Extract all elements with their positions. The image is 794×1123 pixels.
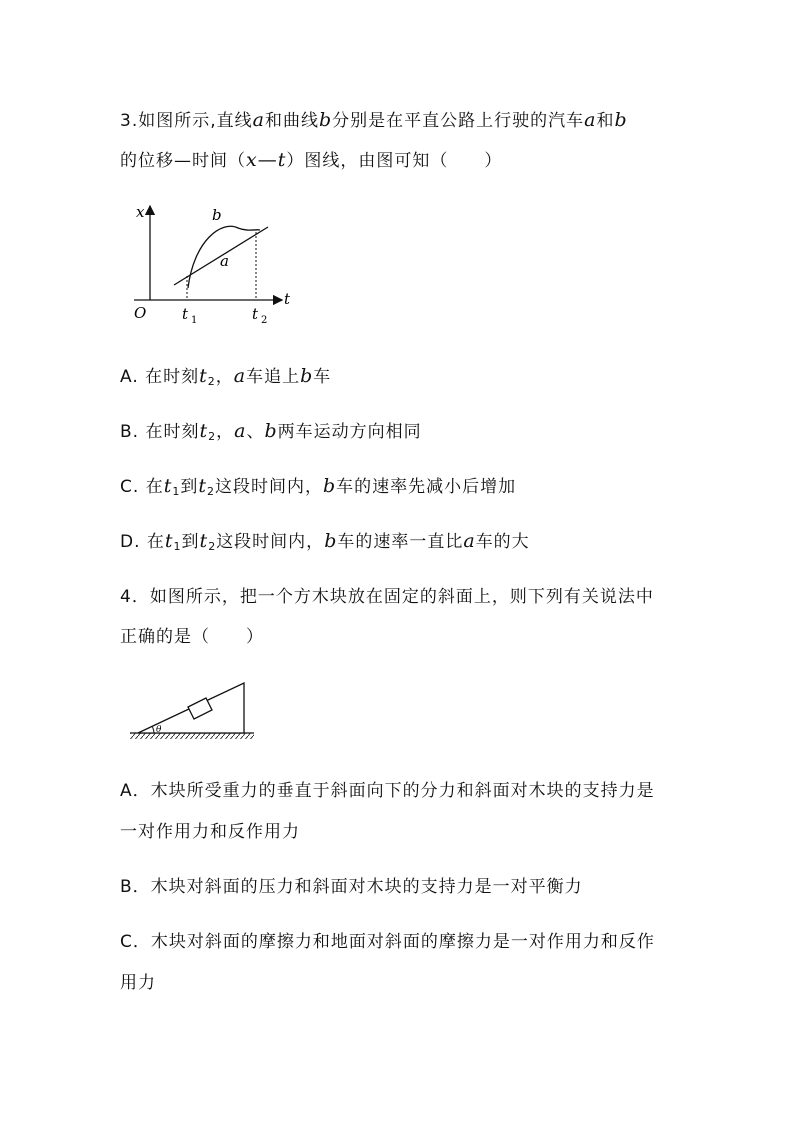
q3-option-d: D. 在$t_1$到$t_2$这段时间内，b车的速率一直比a车的大	[120, 530, 530, 553]
q4-incline-figure	[128, 670, 258, 745]
q4-option-b: B．木块对斜面的压力和斜面对木块的支持力是一对平衡力	[120, 877, 583, 897]
q3-stem-line1: 3.如图所示,直线a和曲线b分别是在平直公路上行驶的汽车a和b	[120, 109, 628, 131]
t1-label: t $_1$	[182, 305, 198, 326]
q4-option-a-line1: A．木块所受重力的垂直于斜面向下的分力和斜面对木块的支持力是	[120, 781, 655, 801]
q4-option-a-line2: 一对作用力和反作用力	[120, 822, 300, 842]
q3-stem-line2: 的位移—时间（x—t）图线，由图可知（ ）	[120, 149, 503, 171]
q3-xt-graph	[128, 200, 298, 330]
q4-option-c-line1: C．木块对斜面的摩擦力和地面对斜面的摩擦力是一对作用力和反作	[120, 932, 655, 952]
q4-stem-line1: 4．如图所示，把一个方木块放在固定的斜面上，则下列有关说法中	[120, 587, 654, 607]
q4-option-c-line2: 用力	[120, 973, 156, 993]
q3-option-c: C. 在$t_1$到$t_2$这段时间内，b车的速率先减小后增加	[120, 475, 517, 498]
q3-number: 3.	[120, 111, 139, 131]
q3-option-b: B. 在时刻$t_2$，a、b两车运动方向相同	[120, 420, 422, 443]
curve-b-label: b	[212, 206, 222, 224]
x-axis-label: x	[136, 203, 145, 221]
q4-stem-line2: 正确的是（ ）	[120, 627, 264, 647]
ground-hatching	[130, 733, 254, 739]
xt-label: x—t	[246, 149, 287, 171]
q3-option-a: A. 在时刻$t_2$，a车追上b车	[120, 365, 332, 388]
t2-label: t $_2$	[252, 305, 268, 326]
angle-label: θ	[156, 725, 162, 735]
origin-label: O	[134, 304, 147, 322]
line-a-label: a	[220, 252, 229, 270]
t-axis-label: t	[284, 290, 291, 308]
